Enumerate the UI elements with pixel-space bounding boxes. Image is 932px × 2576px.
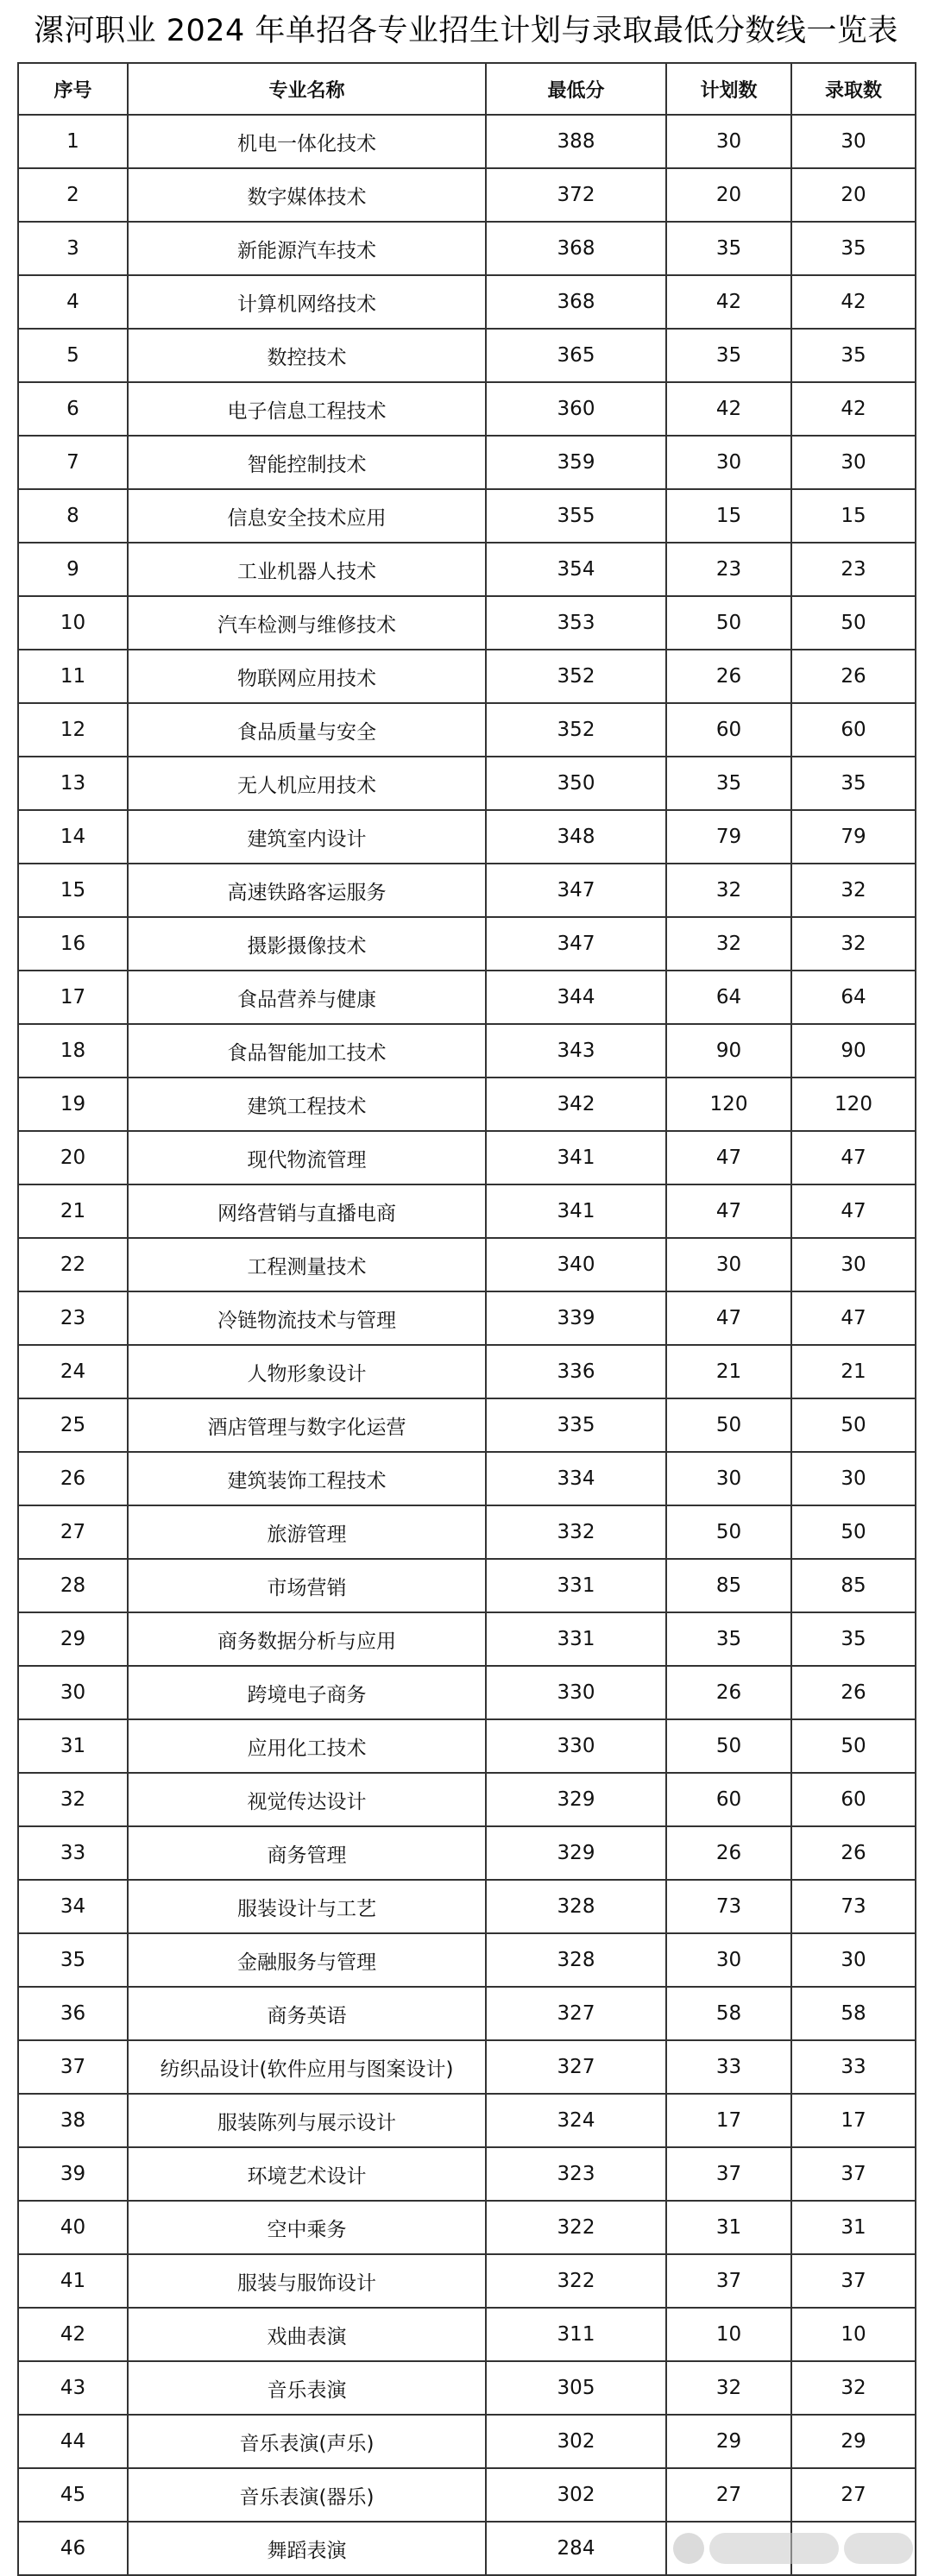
header-major: 专业名称 (128, 63, 486, 115)
table-row (18, 757, 916, 810)
header-min-score: 最低分 (486, 63, 666, 115)
cell-major: 冷链物流技术与管理 (128, 1291, 486, 1345)
header-plan: 计划数 (666, 63, 791, 115)
cell-plan: 30 (666, 1933, 791, 1987)
cell-admitted: 47 (791, 1131, 916, 1184)
cell-plan: 30 (666, 436, 791, 489)
table-row (18, 1559, 916, 1612)
cell-plan: 42 (666, 382, 791, 436)
cell-admitted: 27 (791, 2468, 916, 2522)
cell-index: 27 (18, 1505, 128, 1559)
cell-admitted: 20 (791, 168, 916, 222)
cell-admitted: 30 (791, 436, 916, 489)
cell-index: 16 (18, 917, 128, 971)
cell-major: 电子信息工程技术 (128, 382, 486, 436)
cell-admitted: 26 (791, 1666, 916, 1719)
cell-plan: 47 (666, 1291, 791, 1345)
cell-index: 41 (18, 2254, 128, 2308)
cell-min-score: 348 (486, 810, 666, 864)
cell-min-score: 324 (486, 2094, 666, 2147)
cell-index: 23 (18, 1291, 128, 1345)
cell-index: 40 (18, 2201, 128, 2254)
table-row (18, 1987, 916, 2040)
cell-min-score: 368 (486, 275, 666, 329)
cell-min-score: 302 (486, 2415, 666, 2468)
cell-plan: 47 (666, 1131, 791, 1184)
cell-admitted: 50 (791, 596, 916, 650)
cell-index: 17 (18, 971, 128, 1024)
table-row (18, 2094, 916, 2147)
table-row (18, 2201, 916, 2254)
cell-min-score: 339 (486, 1291, 666, 1345)
cell-min-score: 327 (486, 1987, 666, 2040)
cell-min-score: 359 (486, 436, 666, 489)
table-row (18, 489, 916, 543)
cell-min-score: 352 (486, 650, 666, 703)
cell-major: 视觉传达设计 (128, 1773, 486, 1826)
cell-major: 商务英语 (128, 1987, 486, 2040)
table-row (18, 971, 916, 1024)
table-row (18, 864, 916, 917)
cell-min-score: 372 (486, 168, 666, 222)
page-title: 漯河职业 2024 年单招各专业招生计划与录取最低分数线一览表 (34, 14, 898, 48)
cell-plan: 35 (666, 329, 791, 382)
cell-admitted: 32 (791, 2361, 916, 2415)
cell-admitted: 21 (791, 1345, 916, 1398)
cell-index: 25 (18, 1398, 128, 1452)
cell-plan: 29 (666, 2415, 791, 2468)
cell-plan: 30 (666, 115, 791, 168)
table-row (18, 2040, 916, 2094)
cell-admitted: 30 (791, 1452, 916, 1505)
cell-major: 服装设计与工艺 (128, 1880, 486, 1933)
cell-min-score: 365 (486, 329, 666, 382)
cell-major: 商务管理 (128, 1826, 486, 1880)
table-row (18, 1184, 916, 1238)
cell-major: 服装陈列与展示设计 (128, 2094, 486, 2147)
cell-admitted: 42 (791, 275, 916, 329)
cell-plan: 21 (666, 1345, 791, 1398)
cell-min-score: 355 (486, 489, 666, 543)
cell-admitted: 50 (791, 1505, 916, 1559)
cell-major: 建筑装饰工程技术 (128, 1452, 486, 1505)
cell-major: 工业机器人技术 (128, 543, 486, 596)
cell-index: 8 (18, 489, 128, 543)
cell-plan: 50 (666, 1505, 791, 1559)
table-row (18, 596, 916, 650)
cell-admitted: 30 (791, 1238, 916, 1291)
cell-plan: 32 (666, 917, 791, 971)
cell-min-score: 330 (486, 1666, 666, 1719)
cell-min-score: 328 (486, 1880, 666, 1933)
cell-min-score: 350 (486, 757, 666, 810)
cell-major: 计算机网络技术 (128, 275, 486, 329)
table-row (18, 2308, 916, 2361)
cell-admitted: 37 (791, 2254, 916, 2308)
cell-index: 6 (18, 382, 128, 436)
table-row (18, 1505, 916, 1559)
table-row (18, 1078, 916, 1131)
cell-index: 29 (18, 1612, 128, 1666)
cell-index: 35 (18, 1933, 128, 1987)
cell-plan: 79 (666, 810, 791, 864)
cell-min-score: 311 (486, 2308, 666, 2361)
cell-major: 摄影摄像技术 (128, 917, 486, 971)
cell-admitted: 23 (791, 543, 916, 596)
cell-index: 37 (18, 2040, 128, 2094)
cell-plan: 23 (666, 543, 791, 596)
table-row (18, 1933, 916, 1987)
cell-plan: 50 (666, 1398, 791, 1452)
cell-major: 戏曲表演 (128, 2308, 486, 2361)
cell-min-score: 329 (486, 1826, 666, 1880)
table-row (18, 650, 916, 703)
cell-plan: 85 (666, 1559, 791, 1612)
cell-index: 24 (18, 1345, 128, 1398)
cell-major: 商务数据分析与应用 (128, 1612, 486, 1666)
cell-min-score: 305 (486, 2361, 666, 2415)
cell-admitted: 15 (791, 489, 916, 543)
table-row (18, 1345, 916, 1398)
table-row (18, 1398, 916, 1452)
cell-plan: 26 (666, 650, 791, 703)
cell-min-score: 328 (486, 1933, 666, 1987)
cell-plan: 20 (666, 168, 791, 222)
cell-index: 28 (18, 1559, 128, 1612)
cell-admitted: 50 (791, 1719, 916, 1773)
cell-admitted: 17 (791, 2094, 916, 2147)
table-row (18, 1291, 916, 1345)
table-row (18, 382, 916, 436)
cell-plan: 10 (666, 2308, 791, 2361)
table-row (18, 1024, 916, 1078)
watermark-bar (844, 2533, 913, 2564)
cell-admitted: 26 (791, 1826, 916, 1880)
table-header-row (18, 63, 916, 115)
cell-major: 市场营销 (128, 1559, 486, 1612)
cell-major: 环境艺术设计 (128, 2147, 486, 2201)
table-row (18, 2415, 916, 2468)
cell-min-score: 347 (486, 917, 666, 971)
cell-admitted: 29 (791, 2415, 916, 2468)
cell-admitted: 60 (791, 1773, 916, 1826)
cell-major: 数控技术 (128, 329, 486, 382)
cell-min-score: 331 (486, 1559, 666, 1612)
cell-major: 智能控制技术 (128, 436, 486, 489)
cell-index: 3 (18, 222, 128, 275)
cell-plan: 50 (666, 596, 791, 650)
cell-index: 44 (18, 2415, 128, 2468)
cell-index: 39 (18, 2147, 128, 2201)
cell-index: 14 (18, 810, 128, 864)
cell-min-score: 284 (486, 2522, 666, 2575)
cell-min-score: 340 (486, 1238, 666, 1291)
cell-plan: 37 (666, 2147, 791, 2201)
table-row (18, 436, 916, 489)
cell-min-score: 360 (486, 382, 666, 436)
cell-admitted: 60 (791, 703, 916, 757)
cell-admitted: 47 (791, 1291, 916, 1345)
cell-major: 机电一体化技术 (128, 115, 486, 168)
cell-plan: 90 (666, 1024, 791, 1078)
cell-major: 旅游管理 (128, 1505, 486, 1559)
cell-admitted: 35 (791, 757, 916, 810)
cell-plan: 42 (666, 275, 791, 329)
cell-min-score: 353 (486, 596, 666, 650)
cell-major: 金融服务与管理 (128, 1933, 486, 1987)
cell-major: 建筑工程技术 (128, 1078, 486, 1131)
cell-plan: 26 (666, 1666, 791, 1719)
cell-plan: 35 (666, 1612, 791, 1666)
cell-admitted: 32 (791, 917, 916, 971)
cell-min-score: 336 (486, 1345, 666, 1398)
cell-index: 31 (18, 1719, 128, 1773)
table-row (18, 1773, 916, 1826)
table-row (18, 917, 916, 971)
cell-min-score: 342 (486, 1078, 666, 1131)
cell-index: 10 (18, 596, 128, 650)
cell-index: 22 (18, 1238, 128, 1291)
table-row (18, 810, 916, 864)
cell-admitted: 35 (791, 1612, 916, 1666)
table-row (18, 1131, 916, 1184)
cell-plan: 120 (666, 1078, 791, 1131)
cell-major: 物联网应用技术 (128, 650, 486, 703)
cell-major: 工程测量技术 (128, 1238, 486, 1291)
cell-major: 新能源汽车技术 (128, 222, 486, 275)
cell-major: 音乐表演 (128, 2361, 486, 2415)
cell-min-score: 335 (486, 1398, 666, 1452)
cell-major: 跨境电子商务 (128, 1666, 486, 1719)
header-index: 序号 (18, 63, 128, 115)
cell-major: 服装与服饰设计 (128, 2254, 486, 2308)
cell-min-score: 334 (486, 1452, 666, 1505)
cell-admitted: 47 (791, 1184, 916, 1238)
cell-min-score: 323 (486, 2147, 666, 2201)
cell-admitted: 58 (791, 1987, 916, 2040)
cell-index: 42 (18, 2308, 128, 2361)
cell-plan: 32 (666, 864, 791, 917)
cell-plan: 60 (666, 1773, 791, 1826)
table-row (18, 1719, 916, 1773)
cell-min-score: 331 (486, 1612, 666, 1666)
cell-admitted: 50 (791, 1398, 916, 1452)
cell-min-score: 344 (486, 971, 666, 1024)
cell-major: 高速铁路客运服务 (128, 864, 486, 917)
table-row (18, 1826, 916, 1880)
cell-major: 纺织品设计(软件应用与图案设计) (128, 2040, 486, 2094)
table-row (18, 275, 916, 329)
cell-index: 36 (18, 1987, 128, 2040)
cell-index: 46 (18, 2522, 128, 2575)
table-body (18, 115, 916, 2575)
cell-plan: 35 (666, 757, 791, 810)
cell-admitted: 42 (791, 382, 916, 436)
cell-major: 食品智能加工技术 (128, 1024, 486, 1078)
cell-major: 空中乘务 (128, 2201, 486, 2254)
cell-plan: 27 (666, 2468, 791, 2522)
cell-admitted: 31 (791, 2201, 916, 2254)
cell-index: 30 (18, 1666, 128, 1719)
table-row (18, 1612, 916, 1666)
cell-index: 19 (18, 1078, 128, 1131)
cell-admitted: 85 (791, 1559, 916, 1612)
table-row (18, 1238, 916, 1291)
table-row (18, 222, 916, 275)
cell-index: 13 (18, 757, 128, 810)
watermark (654, 2529, 913, 2568)
table-row (18, 115, 916, 168)
cell-min-score: 330 (486, 1719, 666, 1773)
cell-min-score: 354 (486, 543, 666, 596)
cell-plan: 64 (666, 971, 791, 1024)
cell-plan: 60 (666, 703, 791, 757)
cell-index: 45 (18, 2468, 128, 2522)
cell-index: 15 (18, 864, 128, 917)
cell-index: 32 (18, 1773, 128, 1826)
cell-major: 网络营销与直播电商 (128, 1184, 486, 1238)
cell-index: 2 (18, 168, 128, 222)
cell-major: 音乐表演(器乐) (128, 2468, 486, 2522)
admission-table (17, 62, 916, 2576)
cell-index: 7 (18, 436, 128, 489)
cell-plan: 33 (666, 2040, 791, 2094)
cell-min-score: 352 (486, 703, 666, 757)
table-row (18, 1452, 916, 1505)
cell-plan: 47 (666, 1184, 791, 1238)
cell-major: 汽车检测与维修技术 (128, 596, 486, 650)
cell-min-score: 327 (486, 2040, 666, 2094)
table-row (18, 1666, 916, 1719)
cell-min-score: 332 (486, 1505, 666, 1559)
cell-index: 12 (18, 703, 128, 757)
cell-admitted: 35 (791, 222, 916, 275)
cell-index: 4 (18, 275, 128, 329)
cell-plan: 37 (666, 2254, 791, 2308)
cell-min-score: 347 (486, 864, 666, 917)
cell-major: 现代物流管理 (128, 1131, 486, 1184)
watermark-logo-icon (673, 2533, 704, 2564)
cell-plan: 17 (666, 2094, 791, 2147)
cell-index: 33 (18, 1826, 128, 1880)
cell-admitted: 79 (791, 810, 916, 864)
cell-index: 11 (18, 650, 128, 703)
table-row (18, 1880, 916, 1933)
cell-major: 无人机应用技术 (128, 757, 486, 810)
cell-admitted: 10 (791, 2308, 916, 2361)
cell-min-score: 322 (486, 2254, 666, 2308)
table-row (18, 168, 916, 222)
cell-major: 舞蹈表演 (128, 2522, 486, 2575)
cell-major: 人物形象设计 (128, 1345, 486, 1398)
cell-index: 34 (18, 1880, 128, 1933)
cell-admitted: 73 (791, 1880, 916, 1933)
cell-min-score: 302 (486, 2468, 666, 2522)
header-admitted: 录取数 (791, 63, 916, 115)
cell-admitted: 90 (791, 1024, 916, 1078)
cell-admitted: 35 (791, 329, 916, 382)
table-row (18, 2254, 916, 2308)
cell-admitted: 26 (791, 650, 916, 703)
cell-min-score: 322 (486, 2201, 666, 2254)
cell-index: 26 (18, 1452, 128, 1505)
table-row (18, 2468, 916, 2522)
cell-index: 18 (18, 1024, 128, 1078)
cell-admitted: 64 (791, 971, 916, 1024)
watermark-bar (709, 2533, 839, 2564)
cell-major: 食品营养与健康 (128, 971, 486, 1024)
cell-major: 信息安全技术应用 (128, 489, 486, 543)
cell-index: 38 (18, 2094, 128, 2147)
cell-admitted: 33 (791, 2040, 916, 2094)
table-row (18, 543, 916, 596)
cell-index: 20 (18, 1131, 128, 1184)
cell-admitted: 37 (791, 2147, 916, 2201)
cell-index: 5 (18, 329, 128, 382)
cell-min-score: 368 (486, 222, 666, 275)
cell-plan: 73 (666, 1880, 791, 1933)
cell-plan: 26 (666, 1826, 791, 1880)
cell-plan: 31 (666, 2201, 791, 2254)
cell-admitted: 30 (791, 115, 916, 168)
cell-index: 21 (18, 1184, 128, 1238)
cell-admitted: 120 (791, 1078, 916, 1131)
cell-min-score: 341 (486, 1184, 666, 1238)
cell-min-score: 341 (486, 1131, 666, 1184)
cell-major: 酒店管理与数字化运营 (128, 1398, 486, 1452)
table-row (18, 2361, 916, 2415)
cell-major: 音乐表演(声乐) (128, 2415, 486, 2468)
cell-admitted: 32 (791, 864, 916, 917)
cell-major: 数字媒体技术 (128, 168, 486, 222)
table-row (18, 329, 916, 382)
cell-major: 应用化工技术 (128, 1719, 486, 1773)
cell-index: 9 (18, 543, 128, 596)
cell-admitted: 30 (791, 1933, 916, 1987)
cell-min-score: 388 (486, 115, 666, 168)
cell-plan: 58 (666, 1987, 791, 2040)
table-row (18, 703, 916, 757)
cell-plan: 32 (666, 2361, 791, 2415)
cell-plan: 30 (666, 1238, 791, 1291)
table-row (18, 2147, 916, 2201)
cell-min-score: 343 (486, 1024, 666, 1078)
cell-plan: 15 (666, 489, 791, 543)
cell-plan: 50 (666, 1719, 791, 1773)
cell-major: 建筑室内设计 (128, 810, 486, 864)
cell-major: 食品质量与安全 (128, 703, 486, 757)
cell-index: 43 (18, 2361, 128, 2415)
cell-plan: 30 (666, 1452, 791, 1505)
cell-min-score: 329 (486, 1773, 666, 1826)
cell-index: 1 (18, 115, 128, 168)
cell-plan: 35 (666, 222, 791, 275)
